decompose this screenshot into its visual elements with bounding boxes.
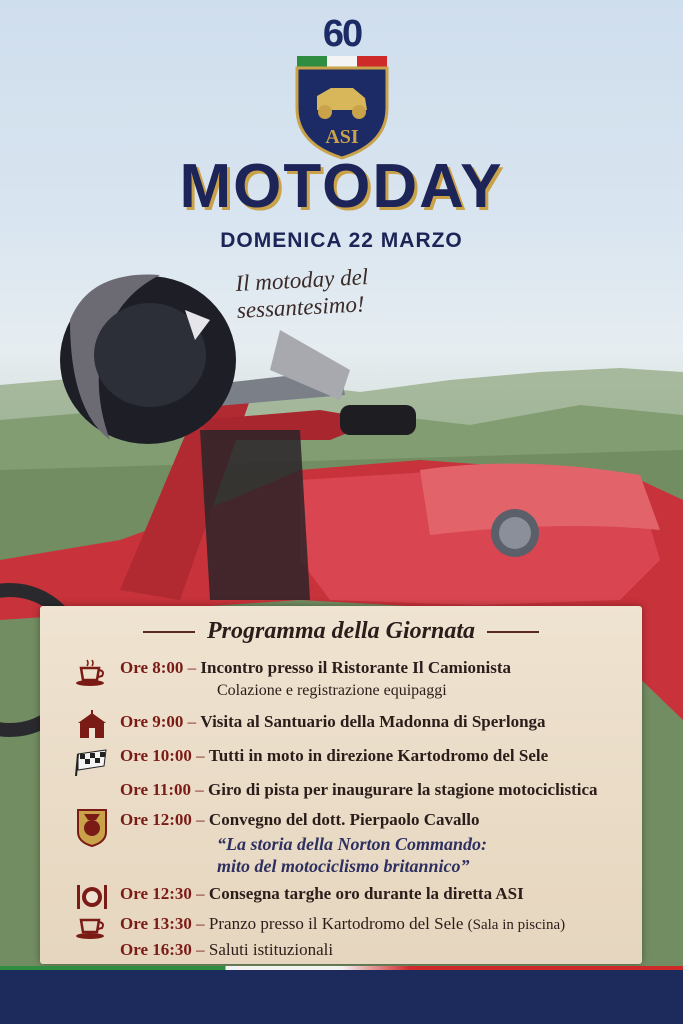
- asi-brand-text: ASI: [325, 126, 359, 148]
- program-item-1100: Ore 11:00 – Giro di pista per inaugurare la stagione motociclistica: [120, 780, 598, 799]
- event-tagline: Il motoday del sessantesimo!: [234, 264, 369, 323]
- event-title: MOTODAY: [179, 152, 504, 221]
- coffee-cup-icon: [74, 658, 110, 688]
- program-item-1230: Ore 12:30 – Consegna targhe oro durante la diretta ASI: [120, 884, 524, 903]
- church-icon: [74, 710, 110, 740]
- conference-quote-line-2: mito del motociclismo britannico”: [217, 856, 470, 876]
- footer-band: [0, 970, 683, 1024]
- program-item-0800: Ore 8:00 – Incontro presso il Ristorante Il Camionista: [120, 658, 511, 677]
- coffee-cup-icon: [74, 912, 110, 942]
- badge-icon: [74, 808, 110, 848]
- event-date: DOMENICA 22 MARZO: [220, 229, 463, 252]
- conference-quote-line-1: “La storia della Norton Commando:: [217, 834, 488, 854]
- plate-cutlery-icon: [74, 882, 110, 912]
- anniversary-number: 60: [322, 13, 362, 55]
- asi-logo: [293, 14, 391, 154]
- checkered-flag-icon: [74, 746, 110, 776]
- program-item-0900: Ore 9:00 – Visita al Santuario della Madonna di Sperlonga: [120, 712, 546, 731]
- program-item-0800-sub: Colazione e registrazione equipaggi: [217, 682, 447, 699]
- program-panel: [40, 606, 642, 964]
- program-item-1630: Ore 16:30 – Saluti istituzionali: [120, 940, 334, 959]
- program-item-1330: Ore 13:30 – Pranzo presso il Kartodromo del Sele (Sala in piscina): [120, 914, 566, 933]
- program-item-1200: Ore 12:00 – Convegno del dott. Pierpaolo Cavallo: [120, 810, 480, 829]
- program-title: Programma della Giornata: [40, 618, 642, 645]
- program-item-1000: Ore 10:00 – Tutti in moto in direzione Kartodromo del Sele: [120, 746, 549, 765]
